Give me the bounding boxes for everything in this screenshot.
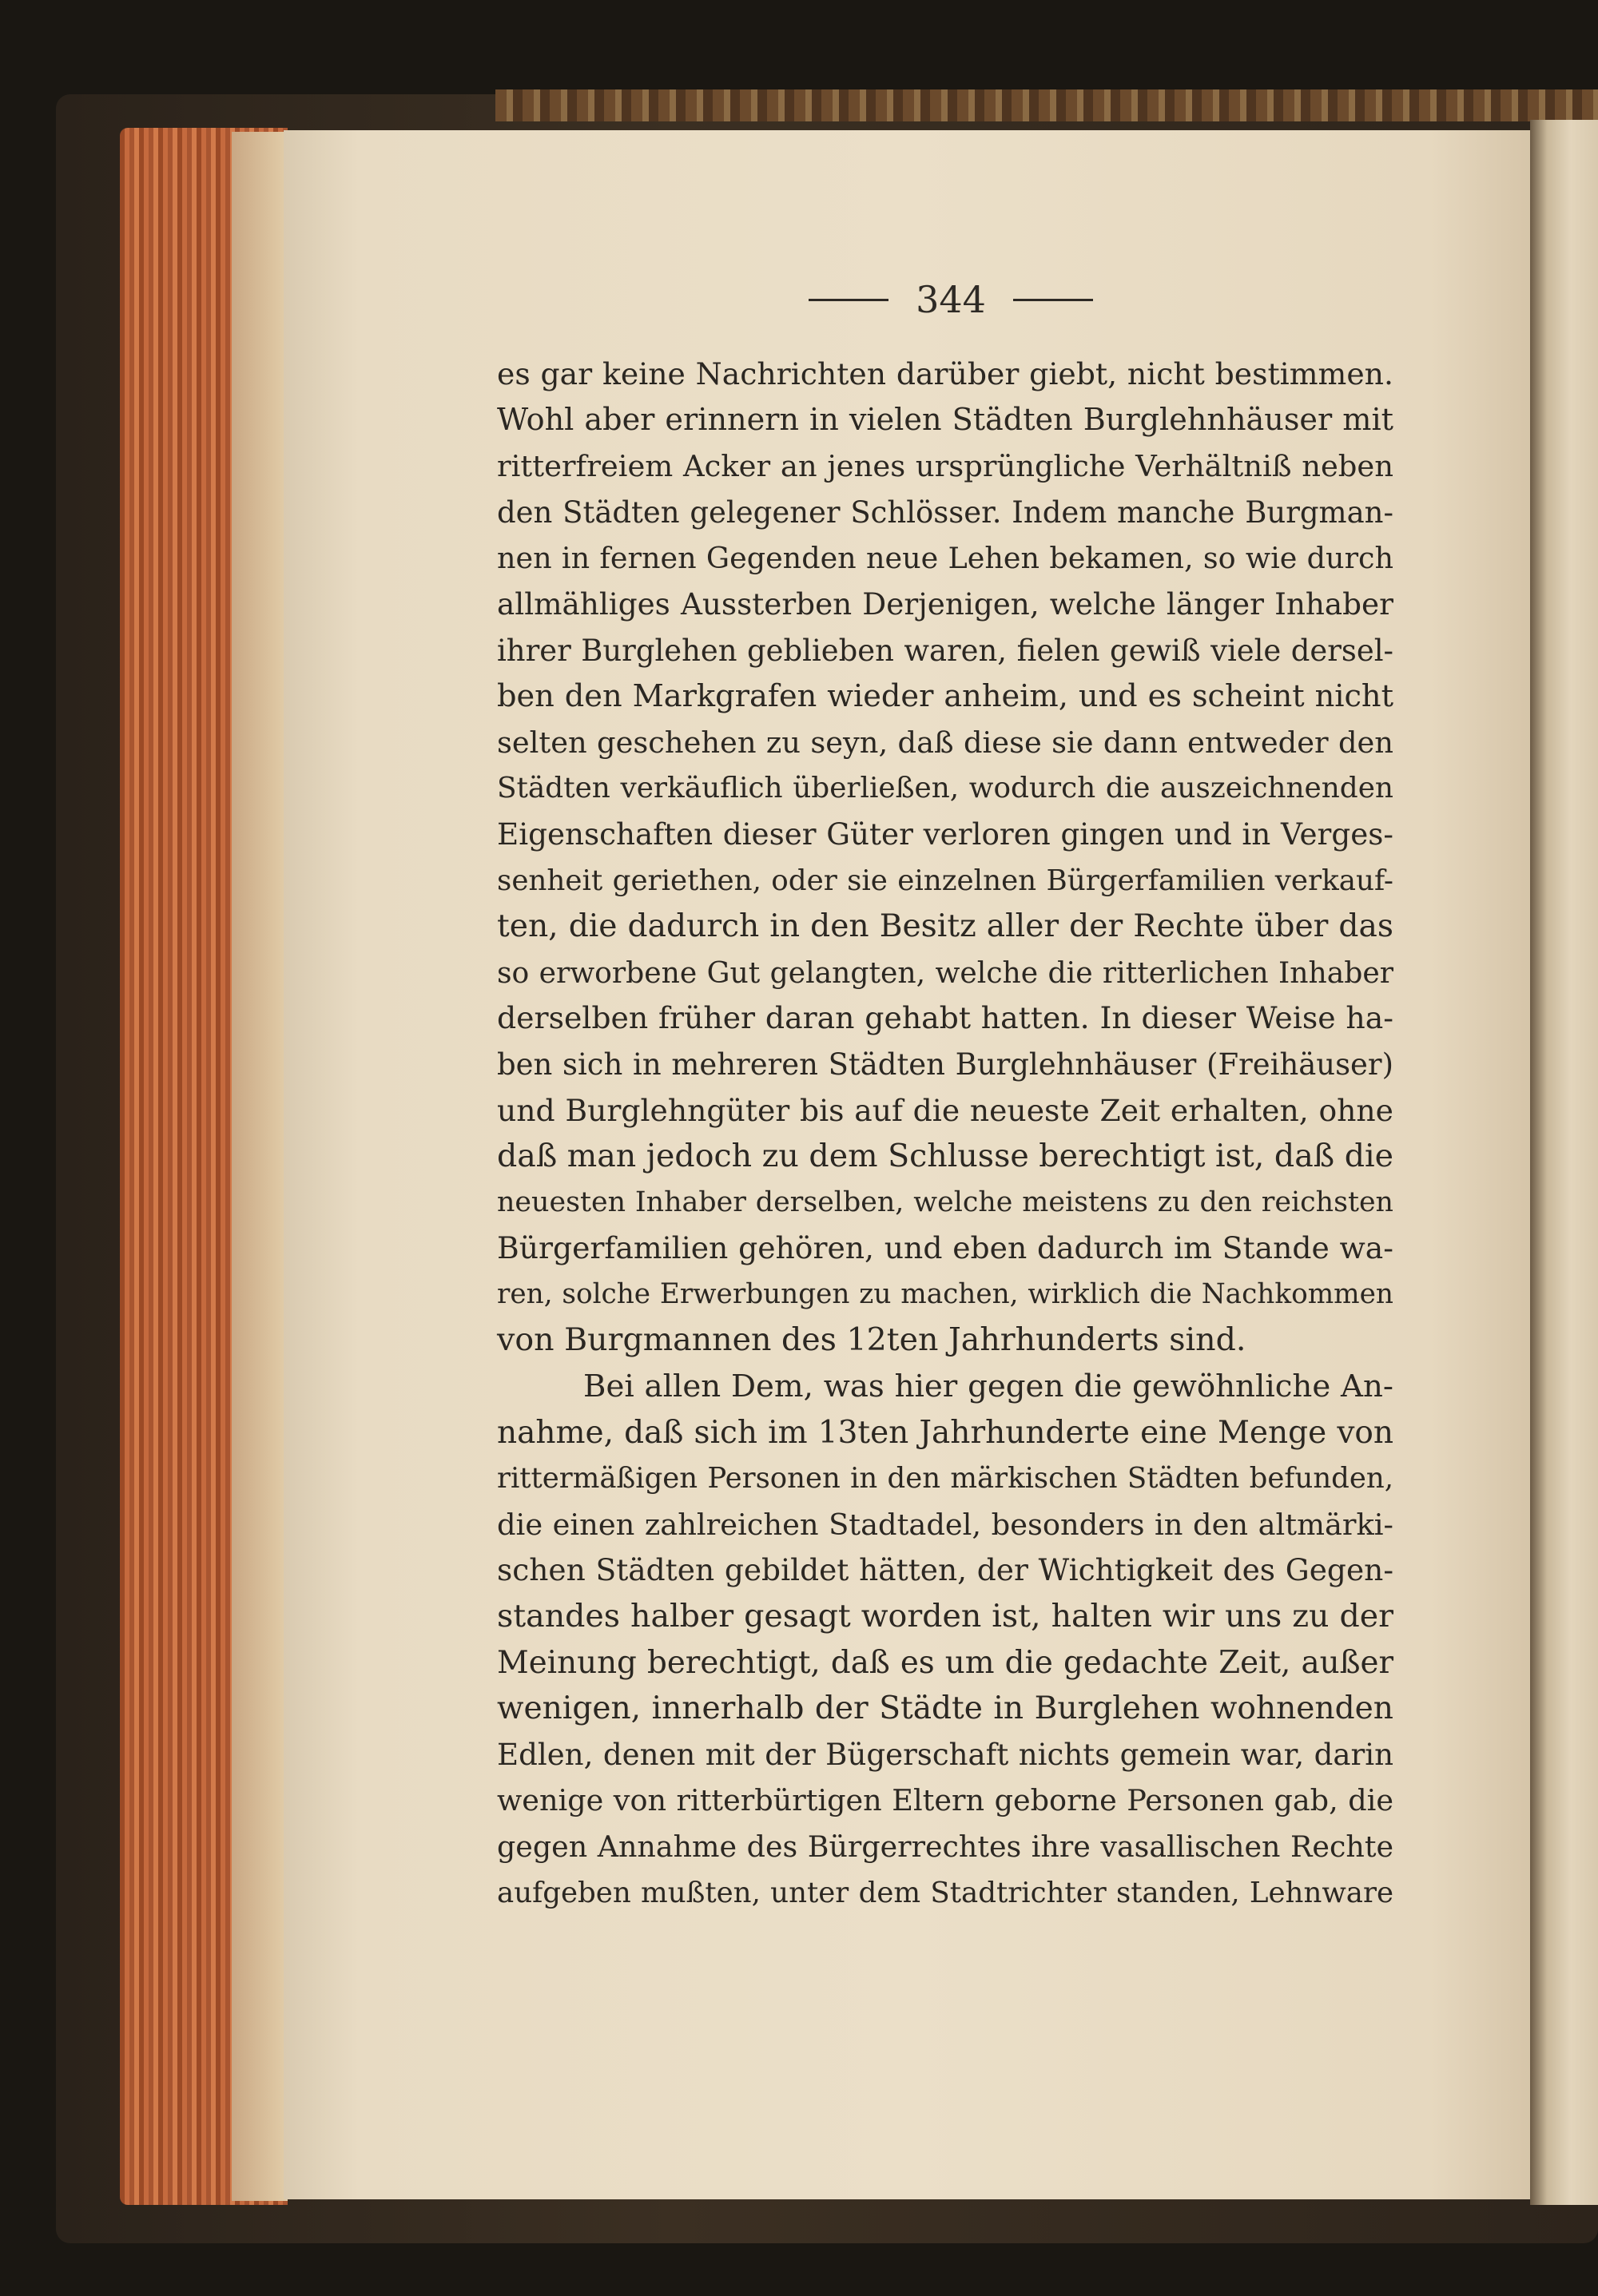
text-line: derselben früher daran gehabt hatten. In dieser Weise ha- [497,1000,1393,1036]
text-line: ren, solche Erwerbungen zu machen, wirklich die Nachkommen [497,1277,1393,1310]
text-line: aufgeben mußten, unter dem Stadtrichter standen, Lehnware [497,1876,1393,1909]
text-line: Edlen, denen mit der Bügerschaft nichts gemein war, darin [497,1737,1393,1772]
text-line: ten, die dadurch in den Besitz aller der Rechte über das [497,908,1393,945]
page-header [807,276,1095,324]
header-dash-left [809,299,888,301]
text-line: die einen zahlreichen Stadtadel, besonders in den altmärki- [497,1507,1393,1542]
text-line: standes halber gesagt worden ist, halten wir uns zu der [497,1598,1393,1635]
text-line: allmähliges Aussterben Derjenigen, welche länger Inhaber [497,586,1393,622]
header-dash-right [1013,299,1093,301]
text-line: rittermäßigen Personen in den märkischen Städten befunden, [497,1462,1393,1496]
text-line: Bei allen Dem, was hier gegen die gewöhnliche An- [583,1368,1393,1405]
text-line: Wohl aber erinnern in vielen Städten Burglehnhäuser mit [497,402,1393,438]
page-edges-inner [232,132,288,2201]
text-line: nahme, daß sich im 13ten Jahrhunderte eine Menge von [497,1414,1393,1451]
text-line: nen in fernen Gegenden neue Lehen bekamen, so wie durch [497,541,1393,576]
text-line: ben den Markgrafen wieder anheim, und es scheint nicht [497,678,1393,715]
body-text [497,352,1393,1916]
text-line: so erworbene Gut gelangten, welche die ritterlichen Inhaber [497,955,1393,990]
text-line: neuesten Inhaber derselben, welche meistens zu den reichsten [497,1186,1393,1218]
text-line: selten geschehen zu seyn, daß diese sie dann entweder den [497,725,1393,760]
text-line: Bürgerfamilien gehören, und eben dadurch im Stande wa- [497,1230,1393,1266]
page-number: 344 [916,278,986,321]
text-line: daß man jedoch zu dem Schlusse berechtigt ist, daß die [497,1138,1393,1175]
text-line: es gar keine Nachrichten darüber giebt, nicht bestimmen. [497,356,1393,391]
cover-headband [495,89,1598,121]
text-line: von Burgmannen des 12ten Jahrhunderts sind. [497,1321,1246,1359]
text-line: gegen Annahme des Bürgerrechtes ihre vasallischen Rechte [497,1829,1393,1864]
text-line: senheit geriethen, oder sie einzelnen Bürgerfamilien verkauf- [497,864,1393,897]
facing-page-edge [1530,120,1598,2205]
text-line: ihrer Burglehen geblieben waren, fielen gewiß viele dersel- [497,633,1393,668]
text-line: schen Städten gebildet hätten, der Wichtigkeit des Gegen- [497,1552,1393,1588]
text-line: wenigen, innerhalb der Städte in Burglehen wohnenden [497,1690,1393,1727]
text-line: ritterfreiem Acker an jenes ursprüngliche Verhältniß neben [497,449,1393,484]
text-line: Eigenschaften dieser Güter verloren gingen und in Verges- [497,816,1393,852]
text-line: den Städten gelegener Schlösser. Indem manche Burgman- [497,495,1393,530]
text-line: und Burglehngüter bis auf die neueste Zeit erhalten, ohne [497,1092,1393,1128]
text-line: wenige von ritterbürtigen Eltern geborne Personen gab, die [497,1783,1393,1818]
text-line: ben sich in mehreren Städten Burglehnhäuser (Freihäuser) [497,1047,1393,1082]
text-line: Städten verkäuflich überließen, wodurch die auszeichnenden [497,772,1393,805]
text-line: Meinung berechtigt, daß es um die gedachte Zeit, außer [497,1644,1393,1681]
